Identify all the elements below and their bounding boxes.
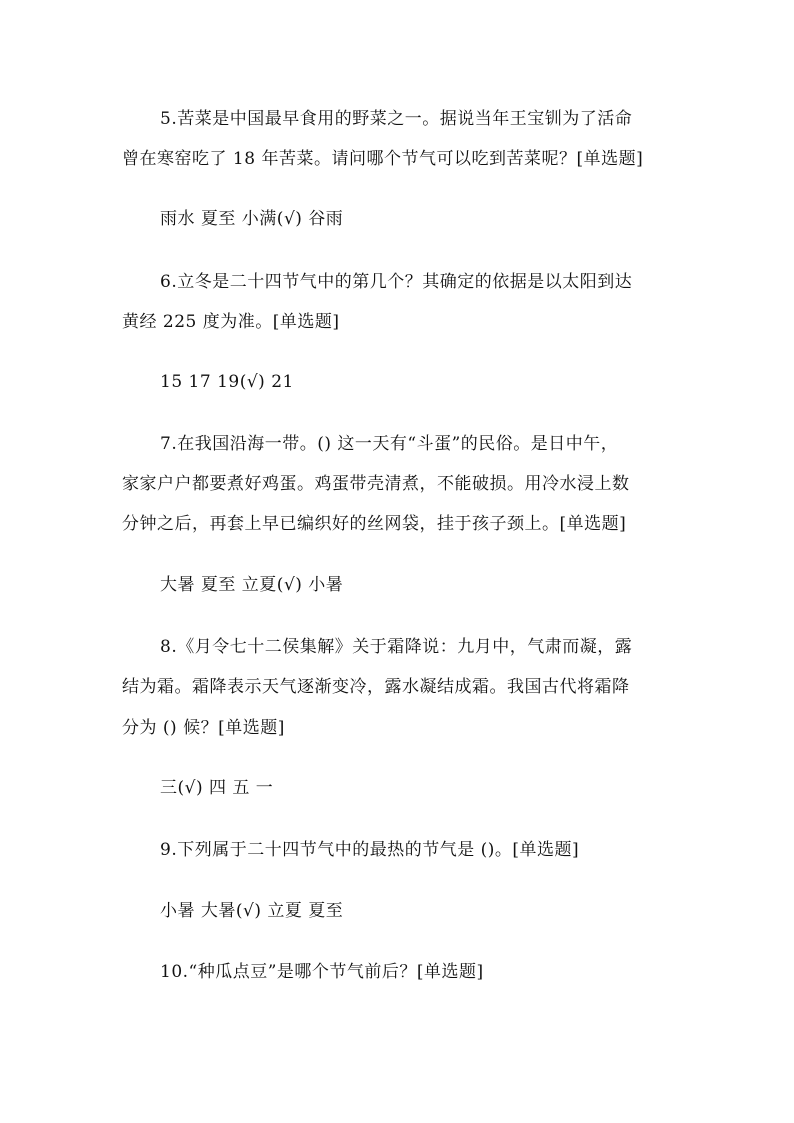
question-8-line-3: 分为 () 候？[单选题] <box>122 718 285 738</box>
question-7-line-3: 分钟之后，再套上早已编织好的丝网袋，挂于孩子颈上。[单选题] <box>122 514 627 534</box>
question-5-line-2: 曾在寒窑吃了 18 年苦菜。请问哪个节气可以吃到苦菜呢？[单选题] <box>122 149 644 169</box>
question-8-line-2: 结为霜。霜降表示天气逐渐变冷，露水凝结成霜。我国古代将霜降 <box>122 677 630 697</box>
question-9-options: 小暑 大暑(√) 立夏 夏至 <box>160 901 344 921</box>
question-9-line-1: 9.下列属于二十四节气中的最热的节气是 ()。[单选题] <box>160 840 580 860</box>
question-10-line-1: 10.“种瓜点豆”是哪个节气前后？[单选题] <box>160 962 484 982</box>
question-8-line-1: 8.《月令七十二侯集解》关于霜降说：九月中，气肃而凝，露 <box>160 637 633 657</box>
question-8-options: 三(√) 四 五 一 <box>160 778 274 798</box>
question-6-line-2: 黄经 225 度为准。[单选题] <box>122 312 340 332</box>
question-7-line-1: 7.在我国沿海一带。() 这一天有“斗蛋”的民俗。是日中午， <box>160 434 619 454</box>
question-5-line-1: 5.苦菜是中国最早食用的野菜之一。据说当年王宝钏为了活命 <box>160 109 633 129</box>
question-5-options: 雨水 夏至 小满(√) 谷雨 <box>160 209 344 229</box>
question-6-line-1: 6.立冬是二十四节气中的第几个？其确定的依据是以太阳到达 <box>160 272 633 292</box>
question-6-options: 15 17 19(√) 21 <box>160 372 294 392</box>
question-7-options: 大暑 夏至 立夏(√) 小暑 <box>160 575 344 595</box>
question-7-line-2: 家家户户都要煮好鸡蛋。鸡蛋带壳清煮，不能破损。用冷水浸上数 <box>122 474 630 494</box>
